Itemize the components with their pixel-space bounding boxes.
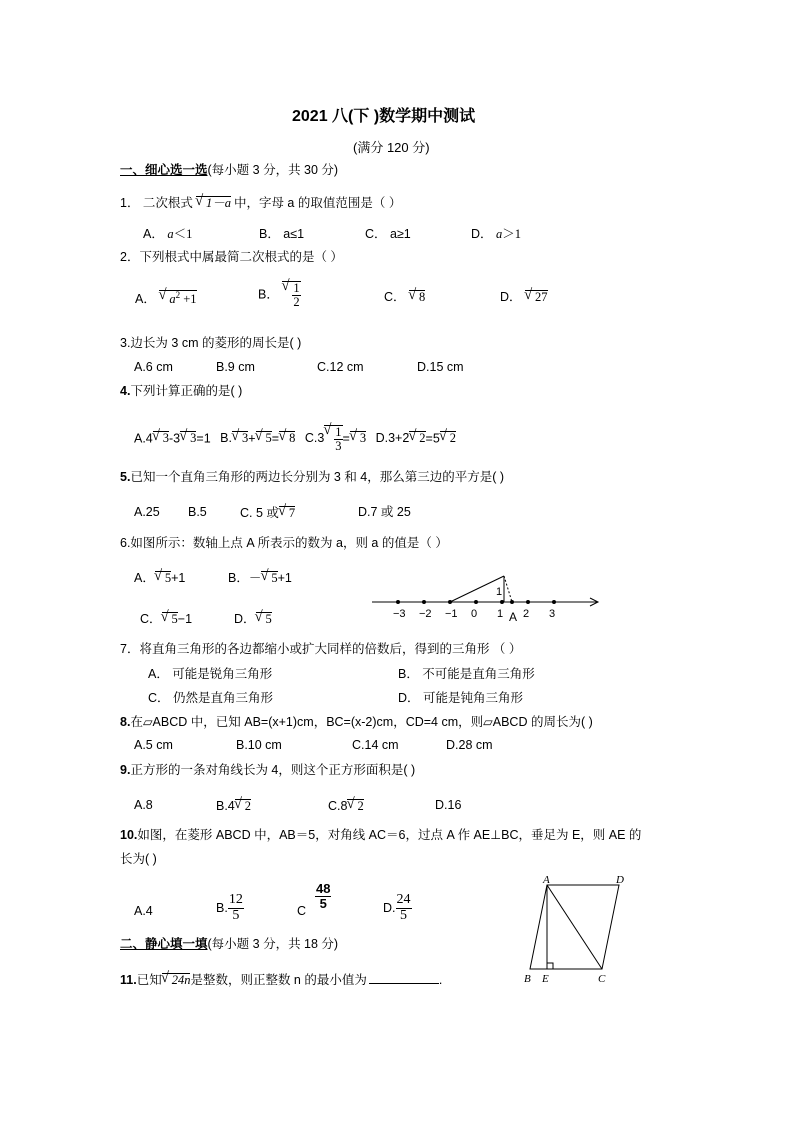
q8-option-b: B.10 cm (236, 738, 282, 752)
q9-option-b: B.4√ 2 (216, 799, 251, 813)
point-a-dot (510, 600, 514, 604)
radical-1-minus-a: √ 1－a (196, 196, 231, 210)
page-title: 2021 八(下 )数学期中测试 (292, 108, 476, 125)
q10-option-d: D. $\frac{24}{5}$ (383, 892, 411, 923)
q6-option-a: A．√ 5+1 (134, 571, 185, 585)
q8-option-a: A.5 cm (134, 738, 173, 752)
tick-label: −3 (393, 608, 406, 620)
q10-option-b: B. $\frac{12}{5}$ (216, 892, 243, 923)
right-angle-mark (547, 963, 553, 969)
question-2: 2．下列根式中属最简二次根式的是（ ） (120, 250, 343, 264)
q3-option-b: B.9 cm (216, 360, 255, 374)
q2-option-a: A． √ $a^2 +1$ (135, 290, 197, 306)
answer-blank[interactable] (369, 983, 439, 984)
q10-option-c-fraction: $\frac{48}{5}$ (316, 881, 331, 911)
label-b: B (524, 973, 531, 985)
q7-option-c: C． 仍然是直角三角形 (148, 691, 274, 705)
tick-label: 3 (549, 608, 556, 620)
segment-label: 1 (496, 586, 503, 598)
label-e: E (542, 973, 549, 985)
q4-options: A.4√ 3-3√ 3=1 B.√ 3+√ 5=√ 8 C.3 √ $\frac{1}{3}$ =√ 3 D.3+2√ 2=5√ 2 (134, 425, 456, 453)
q1-option-c: C． a≥1 (365, 227, 411, 241)
diagonal-ac (547, 885, 602, 969)
section-1-heading: 一、细心选一选(每小题 3 分，共 30 分) (120, 163, 339, 177)
tick-label: 0 (471, 608, 478, 620)
tick-label: 1 (497, 608, 504, 620)
tick-label: −2 (419, 608, 432, 620)
point-a-label: A (509, 610, 518, 624)
question-10-line-1: 10.如图，在菱形 ABCD 中，AB＝5，对角线 AC＝6，过点 A 作 AE⊥BC，垂足为 E，则 AE 的 (120, 828, 642, 842)
arc-projection (504, 576, 512, 602)
q10-option-c-label: C (297, 904, 307, 918)
q6-option-c: C．√ 5−1 (140, 612, 192, 626)
q3-option-c: C.12 cm (317, 360, 364, 374)
q3-option-a: A.6 cm (134, 360, 173, 374)
q9-option-c: C.8√ 2 (328, 799, 364, 813)
number-line-figure (370, 565, 602, 625)
question-9: 9.正方形的一条对角线长为 4，则这个正方形面积是( ) (120, 763, 416, 777)
q6-option-b: B．－√ 5+1 (228, 571, 292, 585)
q7-option-b: B． 不可能是直角三角形 (398, 667, 535, 681)
label-a: A (543, 874, 550, 886)
q7-option-d: D． 可能是钝角三角形 (398, 691, 524, 705)
q9-option-a: A.8 (134, 798, 153, 812)
page-subtitle: (满分 120 分) (353, 140, 430, 155)
tick-dot (474, 600, 478, 604)
q5-option-a: A.25 (134, 505, 160, 519)
question-11: 11.已知√ 24n是整数，则正整数 n 的最小值为 . (120, 973, 442, 987)
question-7: 7．将直角三角形的各边都缩小或扩大同样的倍数后，得到的三角形 （ ） (120, 642, 522, 656)
tick-label: −1 (445, 608, 458, 620)
question-8: 8.在▱ABCD 中，已知 AB=(x+1)cm，BC=(x-2)cm，CD=4 cm，则▱ABCD 的周长为( ) (120, 715, 593, 729)
tick-dot (500, 600, 504, 604)
tick-dot (526, 600, 530, 604)
q1-option-d: D． a＞1 (471, 227, 522, 241)
q1-option-a: A． a＜1 (143, 227, 193, 241)
q5-option-b: B.5 (188, 505, 207, 519)
radical-24n: √ 24n (162, 973, 191, 987)
tick-dot (396, 600, 400, 604)
tick-dot (422, 600, 426, 604)
question-4: 4.下列计算正确的是( ) (120, 384, 243, 398)
label-d: D (616, 874, 624, 886)
q5-option-c: C. 5 或√ 7 (240, 506, 295, 520)
q1-option-b: B． a≤1 (259, 227, 305, 241)
question-6: 6.如图所示：数轴上点 A 所表示的数为 a，则 a 的值是（ ） (120, 536, 448, 550)
q8-option-c: C.14 cm (352, 738, 399, 752)
section-2-heading: 二、静心填一填(每小题 3 分，共 18 分) (120, 937, 339, 951)
q9-option-d: D.16 (435, 798, 462, 812)
question-3: 3.边长为 3 cm 的菱形的周长是( ) (120, 336, 302, 350)
q6-option-d: D．√ 5 (234, 612, 272, 626)
q7-option-a: A． 可能是锐角三角形 (148, 667, 273, 681)
tick-dot (552, 600, 556, 604)
tick-label: 2 (523, 608, 530, 620)
q2-option-b: B． √ $\frac{1}{2}$ (258, 281, 301, 309)
q5-option-d: D.7 或 25 (358, 505, 411, 519)
q8-option-d: D.28 cm (446, 738, 493, 752)
question-1: 1． 二次根式√ 1－a 中，字母 a 的取值范围是（ ） (120, 196, 401, 210)
label-c: C (598, 973, 606, 985)
q2-option-d: D． √ 27 (500, 290, 548, 304)
rhombus-figure (518, 874, 630, 986)
q10-option-a: A.4 (134, 904, 153, 918)
question-10-line-2: 长为( ) (120, 852, 157, 866)
question-5: 5.已知一个直角三角形的两边长分别为 3 和 4，那么第三边的平方是( ) (120, 470, 505, 484)
q3-option-d: D.15 cm (417, 360, 464, 374)
q2-option-c: C． √ 8 (384, 290, 425, 304)
